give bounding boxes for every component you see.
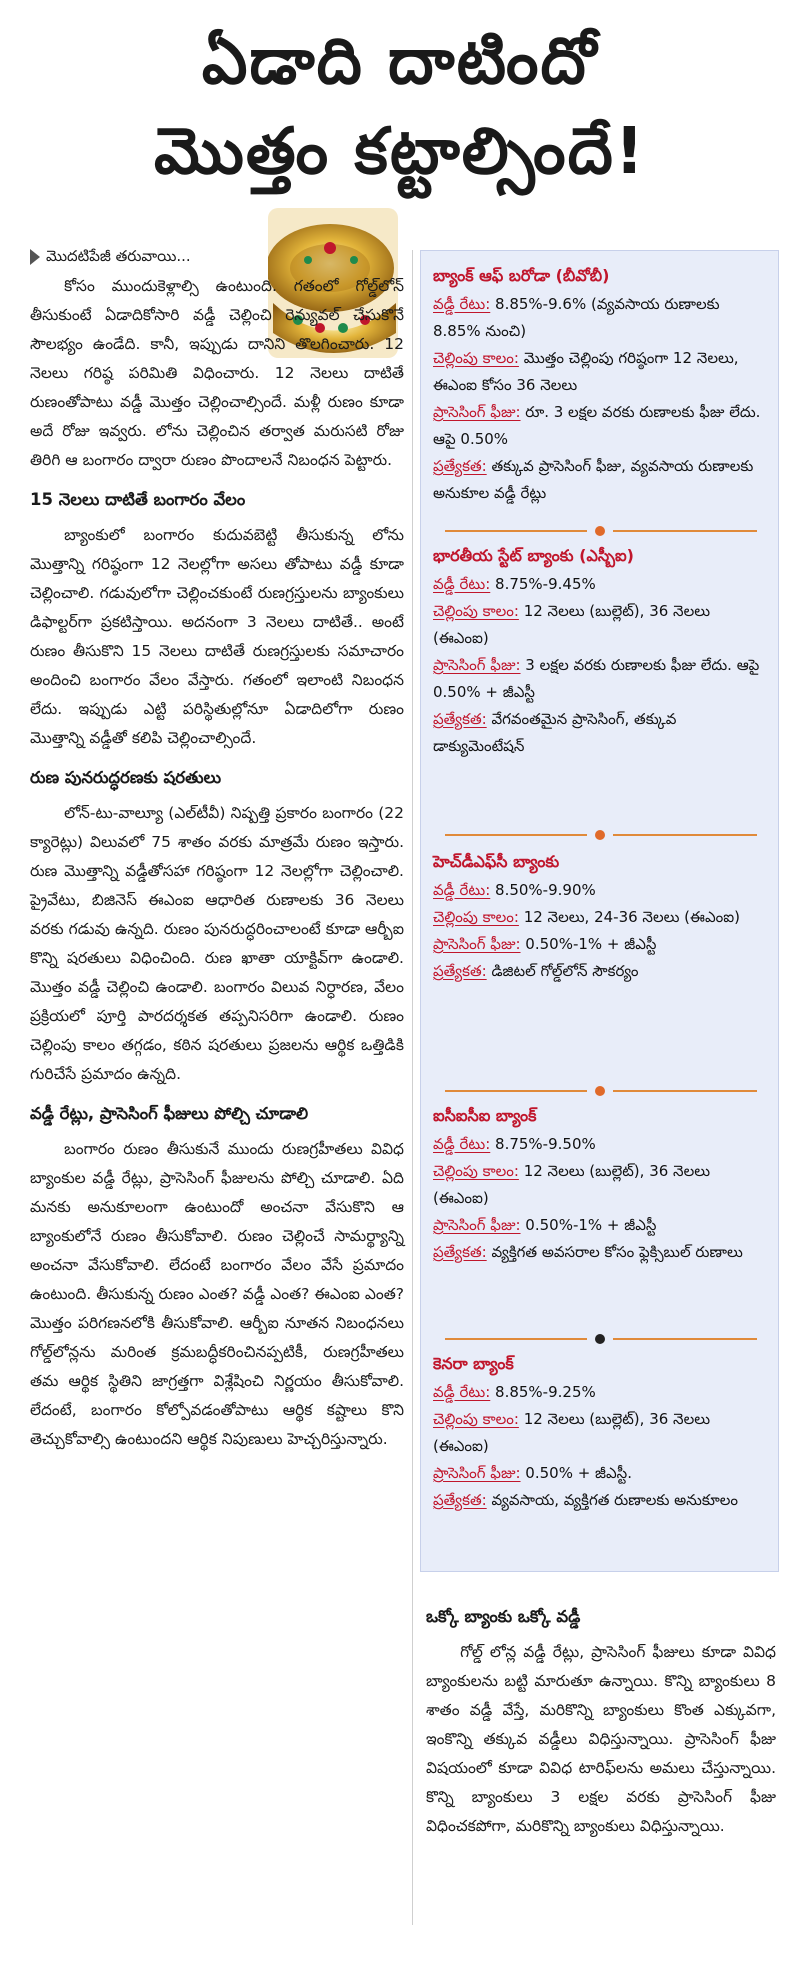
headline xyxy=(0,0,800,200)
bank-card-icici xyxy=(433,1101,768,1266)
paragraph-renewal: లోన్-టు-వాల్యూ (ఎల్‌టీవీ) నిష్పత్తి ప్రకారం బంగారం (22 క్యారెట్లు) విలువలో 75 శాతం వరకు మాత్రమే రుణం ఇస్తారు. రుణ మొత్తాన్ని వడ్డీతోసహా గరిష్ఠంగా 12 నెలల్లోగా చెల్లించాలి. ప్రైవేటు, బిజినెస్ ఈఎంఐ ఆధారిత రుణాలకు 36 నెలలు వరకు గడువు ఉన్నది. రుణం పునరుద్ధరించాలంటే కూడా ఆర్బీఐ కొన్ని షరతులు విధించింది. రుణ ఖాతా యాక్టివ్‌గా ఉండాలి. మొత్తం వడ్డీ చెల్లించి ఉండాలి. బంగారం విలువ నిర్ధారణ, వేలం ప్రక్రియలో పూర్తి పారదర్శకత తప్పనిసరిగా ఉండాలి. రుణం చెల్లింపు కాలం తగ్గడం, కఠిన షరతులు ప్రజలను ఆర్థిక ఒత్తిడికి గురిచేసే ప్రమాదం ఉన్నది. xyxy=(30,804,404,1083)
bank-name: బ్యాంక్ ఆఫ్ బరోడా (బీవోబీ) xyxy=(433,266,610,285)
bank-card-bob xyxy=(433,261,768,507)
rate-row: వడ్డీ రేటు: 8.85%-9.6% (వ్యవసాయ రుణాలకు 8.85% నుంచి) xyxy=(433,295,720,340)
feature-row: ప్రత్యేకత: వ్యవసాయ, వ్యక్తిగత రుణాలకు అనుకూలం xyxy=(433,1491,738,1509)
subheading-auction: 15 నెలలు దాటితే బంగారం వేలం xyxy=(30,490,246,509)
tenure-row: చెల్లింపు కాలం: 12 నెలలు (బుల్లెట్), 36 నెలలు (ఈఎంఐ) xyxy=(433,1162,711,1207)
feature-row: ప్రత్యేకత: డిజిటల్ గోల్డ్‌లోన్ సౌకర్యం xyxy=(433,962,639,980)
fee-row: ప్రాసెసింగ్ ఫీజు: రూ. 3 లక్షల వరకు రుణాలకు ఫీజు లేదు. ఆపై 0.50% xyxy=(433,403,761,448)
fee-row: ప్రాసెసింగ్ ఫీజు: 3 లక్షల వరకు రుణాలకు ఫీజు లేదు. ఆపై 0.50% + జీఎస్టీ xyxy=(433,656,760,701)
headline-line-1: ఏడాది దాటిందో xyxy=(201,25,599,99)
separator xyxy=(445,1085,757,1097)
tenure-row: చెల్లింపు కాలం: 12 నెలలు (బుల్లెట్), 36 నెలలు (ఈఎంఐ) xyxy=(433,602,711,647)
kicker-text: మొదటిపేజీ తరువాయి... xyxy=(46,247,191,265)
column-divider xyxy=(412,250,413,1925)
rate-row: వడ్డీ రేటు: 8.75%-9.50% xyxy=(433,1135,596,1153)
fee-row: ప్రాసెసింగ్ ఫీజు: 0.50%-1% + జీఎస్టీ xyxy=(433,1216,657,1234)
feature-row: ప్రత్యేకత: తక్కువ ప్రాసెసింగ్ ఫీజు, వ్యవసాయ రుణాలకు అనుకూల వడ్డీ రేట్లు xyxy=(433,457,754,502)
bank-name: భారతీయ స్టేట్ బ్యాంకు (ఎస్బీఐ) xyxy=(433,546,634,565)
separator xyxy=(445,829,757,841)
paragraph-each-bank: గోల్డ్ లోన్ల వడ్డీ రేట్లు, ప్రాసెసింగ్ ఫీజులు కూడా వివిధ బ్యాంకులను బట్టి మారుతూ ఉన్నాయి. కొన్ని బ్యాంకులు 8 శాతం వడ్డీ వేస్తే, మరికొన్ని బ్యాంకులు కొంత ఎక్కువగా, ఇంకొన్ని తక్కువ వడ్డీలు విధిస్తున్నాయి. ప్రాసెసింగ్ ఫీజు విషయంలో కూడా వివిధ టారిఫ్‌లను అమలు చేస్తున్నాయి. కొన్ని బ్యాంకులు 3 లక్షల వరకు ప్రాసెసింగ్ ఫీజు విధించకపోగా, మరికొన్ని బ్యాంకులు విధిస్తున్నాయి. xyxy=(426,1643,776,1835)
right-lower-column xyxy=(426,1602,776,1841)
tenure-row: చెల్లింపు కాలం: 12 నెలలు (బుల్లెట్), 36 నెలలు (ఈఎంఐ) xyxy=(433,1410,711,1455)
fee-row: ప్రాసెసింగ్ ఫీజు: 0.50%-1% + జీఎస్టీ xyxy=(433,935,657,953)
separator xyxy=(445,1333,757,1345)
feature-row: ప్రత్యేకత: వేగవంతమైన ప్రాసెసింగ్, తక్కువ డాక్యుమెంటేషన్ xyxy=(433,710,677,755)
left-column xyxy=(30,250,404,1454)
subheading-compare: వడ్డీ రేట్లు, ప్రాసెసింగ్ ఫీజులు పోల్చి చూడాలి xyxy=(30,1104,309,1123)
rate-row: వడ్డీ రేటు: 8.85%-9.25% xyxy=(433,1383,596,1401)
tenure-row: చెల్లింపు కాలం: 12 నెలలు, 24-36 నెలలు (ఈఎంఐ) xyxy=(433,908,740,926)
bank-card-canara xyxy=(433,1349,768,1514)
subheading-renewal: రుణ పునరుద్ధరణకు షరతులు xyxy=(30,768,222,787)
bank-name: హెచ్‌డీఎఫ్‌సీ బ్యాంకు xyxy=(433,852,560,871)
paragraph-compare: బంగారం రుణం తీసుకునే ముందు రుణగ్రహీతలు వివిధ బ్యాంకుల వడ్డీ రేట్లు, ప్రాసెసింగ్ ఫీజులను పోల్చి చూడాలి. ఏది మనకు అనుకూలంగా ఉంటుందో అంచనా వేసుకొని ఆ బ్యాంకులోనే రుణం తీసుకోవాలి. రుణం చెల్లించే సామర్థ్యాన్ని అంచనా వేసుకోవాలి. లేదంటే బంగారం వేలం వేసే ప్రమాదం ఉంటుంది. తీసుకున్న రుణం ఎంత? వడ్డీ ఎంత? ఈఎంఐ ఎంత? మొత్తం పరిగణనలోకి తీసుకోవాలి. ఆర్బీఐ నూతన నిబంధనలు గోల్డ్‌లోన్లను మరింత క్రమబద్ధీకరించినప్పటికీ, రుణగ్రహీతలు తమ ఆర్థిక స్థితిని జాగ్రత్తగా విశ్లేషించి నిర్ణయం తీసుకోవాలి. లేదంటే, బంగారం కోల్పోవడంతోపాటు ఆర్థిక కష్టాలు కొని తెచ్చుకోవాల్సి ఉంటుందని ఆర్థిక నిపుణులు హెచ్చరిస్తున్నారు. xyxy=(30,1140,404,1448)
rate-row: వడ్డీ రేటు: 8.50%-9.90% xyxy=(433,881,596,899)
fee-row: ప్రాసెసింగ్ ఫీజు: 0.50% + జీఎస్టీ. xyxy=(433,1464,632,1482)
bank-name: ఐసీఐసీఐ బ్యాంక్ xyxy=(433,1106,537,1125)
bank-comparison-box xyxy=(420,250,779,1572)
feature-row: ప్రత్యేకత: వ్యక్తిగత అవసరాల కోసం ఫ్లెక్సిబుల్ రుణాలు xyxy=(433,1243,743,1261)
headline-line-2: మొత్తం కట్టాల్సిందే! xyxy=(154,115,646,189)
paragraph-auction: బ్యాంకులో బంగారం కుదువబెట్టి తీసుకున్న లోను మొత్తాన్ని గరిష్ఠంగా 12 నెలల్లోగా అసలు తోపాటు వడ్డీ కూడా చెల్లించాలి. గడువులోగా చెల్లించకుంటే రుణగ్రస్తులను బ్యాంకులు డిఫాల్టర్‌గా ప్రకటిస్తాయి. అదనంగా 3 నెలలు దాటితే.. అంటే రుణం తీసుకొని 15 నెలలు దాటితే రుణగ్రస్తులకు సమాచారం అందించి బంగారం వేలం వేస్తారు. గతంలో ఇలాంటి నిబంధన లేదు. ఇప్పుడు ఎట్టి పరిస్థితుల్లోనూ ఏడాదిలోగా రుణం మొత్తాన్ని వడ్డీతో కలిపి చెల్లించాల్సిందే. xyxy=(30,526,404,747)
rate-row: వడ్డీ రేటు: 8.75%-9.45% xyxy=(433,575,596,593)
subheading-each-bank: ఒక్కో బ్యాంకు ఒక్కో వడ్డీ xyxy=(426,1607,581,1626)
bank-card-sbi xyxy=(433,541,768,760)
intro-paragraph: కోసం ముందుకెళ్లాల్సి ఉంటుంది. గతంలో గోల్డ్‌లోన్ తీసుకుంటే ఏడాదికోసారి వడ్డీ చెల్లించి రెన్యువల్ చేసుకొనే సౌలభ్యం ఉండేది. కానీ, ఇప్పుడు దానిని తొలగించారు. 12 నెలలు గరిష్ఠ పరిమితి విధించారు. 12 నెలలు దాటితే రుణంతోపాటు వడ్డీ మొత్తం చెల్లించాల్సిందే. మళ్లీ రుణం కూడా అదే రోజు ఇవ్వరు. లోను చెల్లించిన తర్వాత మరుసటి రోజు తిరిగి ఆ బంగారం ద్వారా రుణం పొందాలనే నిబంధన పెట్టారు. xyxy=(30,277,404,469)
bank-card-hdfc xyxy=(433,847,768,985)
tenure-row: చెల్లింపు కాలం: మొత్తం చెల్లింపు గరిష్ఠంగా 12 నెలలు, ఈఎంఐ కోసం 36 నెలలు xyxy=(433,349,739,394)
separator xyxy=(445,525,757,537)
bank-name: కెనరా బ్యాంక్ xyxy=(433,1354,514,1373)
